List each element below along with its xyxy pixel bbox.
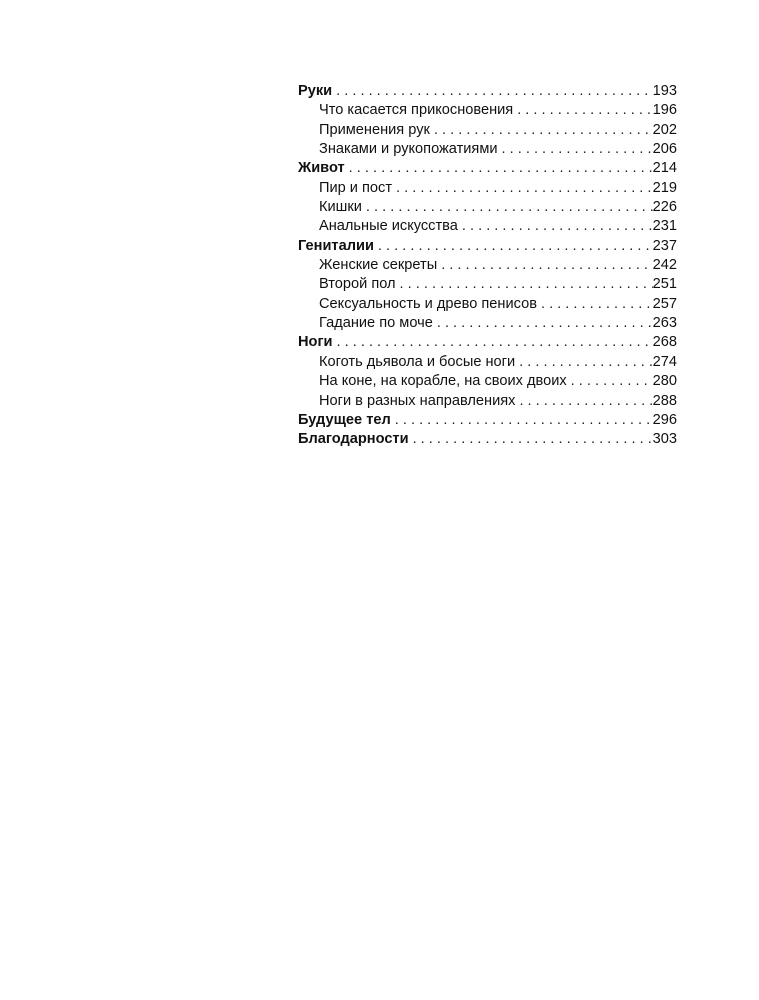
dot-leader — [537, 295, 653, 314]
dot-leader — [392, 179, 653, 198]
toc-entry-title: Что касается прикосновения — [319, 102, 514, 119]
toc-page-number: 202 — [652, 121, 677, 138]
dot-leader — [332, 82, 653, 101]
toc-page-number: 206 — [652, 141, 677, 158]
toc-page-number: 196 — [652, 102, 677, 119]
dot-leader — [391, 411, 653, 430]
toc-entry-title: На коне, на корабле, на своих двоих — [319, 373, 567, 390]
toc-section — [298, 140, 677, 159]
dot-leader — [567, 372, 653, 391]
toc-section — [298, 314, 677, 333]
dot-leader — [362, 198, 653, 217]
toc-page-number: 274 — [652, 353, 677, 370]
toc-page-number: 268 — [652, 334, 677, 351]
toc-entry-title: Анальные искусства — [319, 218, 458, 235]
toc-chapter — [298, 159, 677, 178]
toc-chapter — [298, 237, 677, 256]
toc-page-number: 257 — [652, 295, 677, 312]
toc-section — [298, 372, 677, 391]
toc-entry-title: Гадание по моче — [319, 315, 433, 332]
toc-page-number: 280 — [652, 373, 677, 390]
toc-entry-title: Сексуальность и древо пенисов — [319, 295, 537, 312]
toc-page-number: 288 — [652, 392, 677, 409]
dot-leader — [345, 159, 653, 178]
toc-chapter — [298, 82, 677, 101]
toc-page-number: 263 — [652, 315, 677, 332]
dot-leader — [409, 430, 653, 449]
toc-page-number: 214 — [652, 160, 677, 177]
toc-section — [298, 392, 677, 411]
toc-entry-title: Живот — [298, 160, 345, 177]
toc-chapter — [298, 333, 677, 352]
toc-section — [298, 256, 677, 275]
toc-entry-title: Пир и пост — [319, 179, 393, 196]
dot-leader — [437, 256, 652, 275]
dot-leader — [515, 392, 652, 411]
toc-page-number: 303 — [652, 431, 677, 448]
toc-entry-title: Применения рук — [319, 121, 430, 138]
toc-entry-title: Ноги — [298, 334, 333, 351]
dot-leader — [396, 275, 653, 294]
dot-leader — [515, 353, 653, 372]
toc-section — [298, 198, 677, 217]
toc-section — [298, 121, 677, 140]
dot-leader — [333, 333, 653, 352]
toc-section — [298, 353, 677, 372]
toc-entry-title: Кишки — [319, 199, 362, 216]
toc-page-number: 296 — [652, 411, 677, 428]
table-of-contents — [298, 82, 677, 450]
toc-page-number: 237 — [652, 237, 677, 254]
dot-leader — [374, 237, 653, 256]
toc-entry-title: Женские секреты — [319, 257, 438, 274]
toc-page-number: 226 — [652, 199, 677, 216]
toc-chapter — [298, 411, 677, 430]
toc-entry-title: Знаками и рукопожатиями — [319, 141, 498, 158]
toc-chapter — [298, 430, 677, 449]
toc-section — [298, 295, 677, 314]
toc-entry-title: Благодарности — [298, 431, 409, 448]
dot-leader — [458, 217, 653, 236]
toc-entry-title: Руки — [298, 83, 333, 99]
toc-section — [298, 217, 677, 236]
dot-leader — [513, 101, 652, 120]
toc-page-number: 219 — [652, 179, 677, 196]
toc-entry-title: Коготь дьявола и босые ноги — [319, 353, 516, 370]
toc-entry-title: Ноги в разных направлениях — [319, 392, 516, 409]
toc-section — [298, 101, 677, 120]
dot-leader — [430, 121, 653, 140]
toc-page-number: 251 — [652, 276, 677, 293]
toc-page-number: 193 — [652, 83, 677, 99]
dot-leader — [433, 314, 653, 333]
toc-section — [298, 179, 677, 198]
toc-section — [298, 275, 677, 294]
toc-entry-title: Будущее тел — [298, 411, 391, 428]
toc-entry-title: Гениталии — [298, 237, 374, 254]
toc-page-number: 242 — [652, 257, 677, 274]
toc-entry-title: Второй пол — [319, 276, 396, 293]
toc-page-number: 231 — [652, 218, 677, 235]
dot-leader — [498, 140, 653, 159]
